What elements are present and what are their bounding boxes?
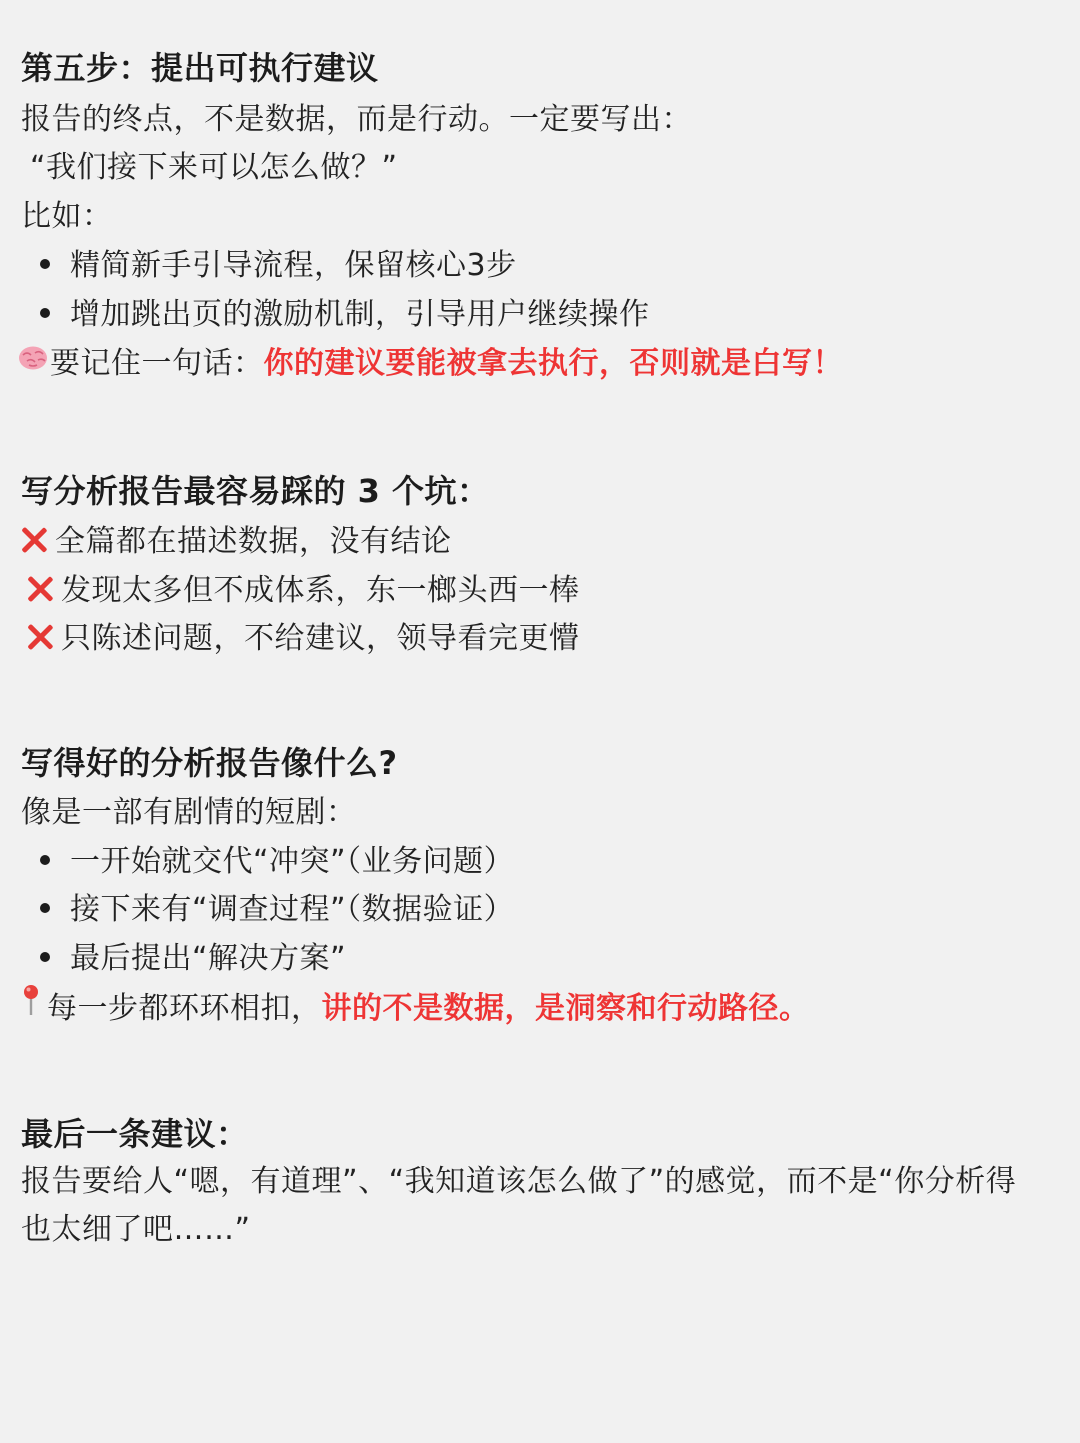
pitfall-item: [25, 571, 580, 611]
tip-highlight: 讲的不是数据，是洞察和行动路径。: [321, 991, 810, 1026]
bullet-text: 一开始就交代“冲突”（业务问题）: [70, 844, 515, 879]
tip-prefix: 要记住一句话：: [50, 346, 264, 381]
paragraph-line: 也太细了吧……”: [21, 1212, 251, 1247]
bullet-dot-icon: [40, 903, 50, 913]
bullet-dot-icon: [40, 952, 50, 962]
paragraph-line: 像是一部有剧情的短剧：: [21, 795, 357, 830]
paragraph-line: 比如：: [21, 199, 113, 234]
pitfall-text: 只陈述问题，不给建议，领导看完更懵: [61, 621, 580, 656]
bullet-dot-icon: [40, 308, 50, 318]
tip-line: [21, 988, 810, 1031]
paragraph-line: 报告的终点，不是数据，而是行动。一定要写出：: [21, 102, 692, 137]
bullet-item: [40, 939, 346, 979]
tip-line: [18, 344, 843, 385]
pitfall-text: 发现太多但不成体系，东一榔头西一棒: [61, 573, 580, 608]
bullet-text: 增加跳出页的激励机制，引导用户继续操作: [70, 297, 650, 332]
section-heading-good-report: 写得好的分析报告像什么?: [21, 744, 398, 782]
section-heading-pitfalls: 写分析报告最容易踩的 3 个坑：: [21, 472, 490, 510]
bullet-item: [40, 295, 650, 335]
pitfall-item: [19, 522, 452, 562]
bullet-item: [40, 842, 514, 882]
bullet-item: [40, 246, 517, 286]
tip-highlight: 你的建议要能被拿去执行，否则就是白写！: [263, 346, 843, 381]
pitfall-item: [25, 619, 580, 659]
pushpin-icon: [21, 984, 41, 1027]
tip-prefix: 每一步都环环相扣，: [47, 991, 322, 1026]
bullet-text: 接下来有“调查过程”（数据验证）: [70, 892, 515, 927]
bullet-dot-icon: [40, 259, 50, 269]
bullet-text: 精简新手引导流程，保留核心3步: [70, 248, 517, 283]
bullet-item: [40, 890, 514, 930]
pitfall-text: 全篇都在描述数据，没有结论: [55, 524, 452, 559]
cross-mark-icon: [25, 574, 55, 604]
brain-icon: [18, 342, 48, 382]
paragraph-line: 报告要给人“嗯，有道理”、“我知道该怎么做了”的感觉，而不是“你分析得: [21, 1164, 1017, 1199]
section-heading-step-five: 第五步：提出可执行建议: [21, 49, 379, 87]
quote-line: “我们接下来可以怎么做？”: [30, 150, 398, 185]
cross-mark-icon: [25, 622, 55, 652]
section-heading-final-advice: 最后一条建议：: [21, 1115, 249, 1153]
bullet-text: 最后提出“解决方案”: [70, 941, 347, 976]
cross-mark-icon: [19, 525, 49, 555]
bullet-dot-icon: [40, 855, 50, 865]
